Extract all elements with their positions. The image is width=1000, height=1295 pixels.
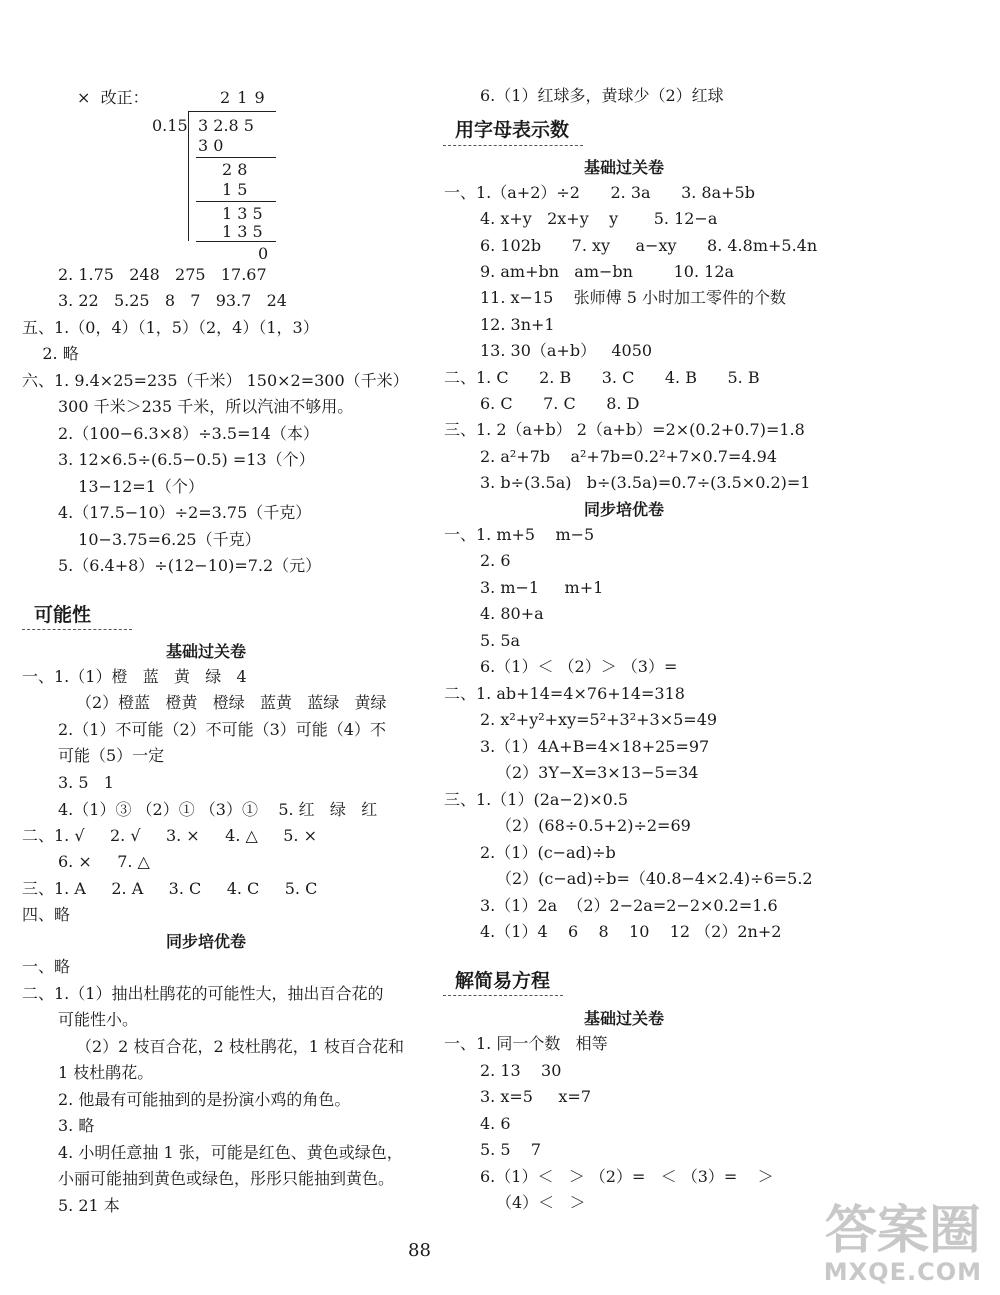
section-title: 可能性: [34, 604, 92, 626]
answer-line: 3. x=5 x=7: [480, 1087, 591, 1106]
answer-line: 3. 5 1: [58, 773, 114, 792]
answer-line: 2.（100−6.3×8）÷3.5=14（本）: [58, 424, 319, 443]
answer-line: 13. 30（a+b） 4050: [480, 341, 653, 360]
answer-line: 2.（1）不可能（2）不可能（3）可能（4）不: [58, 720, 386, 739]
answer-line: 6. 102b 7. xy a−xy 8. 4.8m+5.4n: [480, 236, 818, 255]
answer-line: 4.（17.5−10）÷2=3.75（千克）: [58, 503, 312, 522]
answer-line: 3.（1）4A+B=4×18+25=97: [480, 737, 710, 756]
section-rule: [443, 995, 563, 996]
division-step: 1 3 5: [222, 222, 263, 241]
answer-line: 二、1. √ 2. √ 3. × 4. △ 5. ×: [22, 826, 317, 845]
answer-line: 5. 5 7: [480, 1140, 542, 1159]
division-rule: [196, 201, 276, 202]
answer-line: 2. 他最有可能抽到的是扮演小鸡的角色。: [58, 1090, 351, 1109]
answer-line: 4.（1）③ （2）① （3）① 5. 红 绿 红: [58, 800, 378, 819]
answer-line: 2. 1.75 248 275 17.67: [58, 265, 267, 284]
subsection-title: 基础过关卷: [584, 1009, 665, 1028]
answer-line: 2. x²+y²+xy=5²+3²+3×5=49: [480, 710, 718, 729]
answer-line: 9. am+bn am−bn 10. 12a: [480, 262, 735, 281]
answer-line: 3. 12×6.5÷(6.5−0.5) =13（个）: [58, 450, 315, 469]
answer-line: 二、1. C 2. B 3. C 4. B 5. B: [444, 368, 760, 387]
watermark-url: MXQE.COM: [823, 1258, 982, 1286]
answer-line: 4. 80+a: [480, 604, 544, 623]
watermark-logo: [824, 1203, 982, 1285]
division-remainder: 0: [258, 244, 269, 263]
answer-line: 6.（1）＜ ＞ （2）= ＜ （3）= ＞: [480, 1167, 774, 1186]
answer-line: 3. 22 5.25 8 7 93.7 24: [58, 291, 287, 310]
answer-line: 一、1. 同一个数 相等: [444, 1034, 608, 1053]
answer-line: 6. C 7. C 8. D: [480, 394, 640, 413]
section-rule: [22, 629, 132, 630]
section-title: 解简易方程: [455, 970, 551, 992]
answer-line: 一、1. m+5 m−5: [444, 525, 595, 544]
page-number: 88: [408, 1240, 431, 1261]
answer-line: 3.（1）2a （2）2−2a=2−2×0.2=1.6: [480, 896, 778, 915]
division-rule: [196, 241, 276, 242]
division-bar: [188, 111, 276, 112]
answer-line: 5. 5a: [480, 631, 521, 650]
answer-line: 三、1. 2（a+b） 2（a+b）=2×(0.2+0.7)=1.8: [444, 420, 805, 439]
subsection-title: 同步培优卷: [166, 932, 247, 951]
correction-label: × 改正：: [77, 88, 149, 107]
division-dividend: 3 2.8 5: [198, 116, 254, 135]
answer-line: 2. 6: [480, 551, 511, 570]
division-quotient: 2 1 9: [220, 88, 266, 107]
answer-line: 2. 13 30: [480, 1061, 562, 1080]
answer-line: 5. 21 本: [58, 1196, 120, 1215]
answer-line: 五、1.（0，4）（1，5）（2，4）（1，3）: [22, 318, 319, 337]
answer-line: 13−12=1（个）: [68, 477, 204, 496]
section-title: 用字母表示数: [455, 119, 570, 141]
subsection-title: 同步培优卷: [584, 500, 665, 519]
division-step: 1 5: [222, 180, 248, 199]
answer-line: 2. a²+7b a²+7b=0.2²+7×0.7=4.94: [480, 447, 777, 466]
answer-line: 6.（1）＜ （2）＞ （3）=: [480, 657, 678, 676]
answer-line: 11. x−15 张师傅 5 小时加工零件的个数: [480, 288, 787, 307]
answer-line: 二、1.（1）抽出杜鹃花的可能性大，抽出百合花的: [22, 984, 384, 1003]
answer-line: 3. m−1 m+1: [480, 578, 604, 597]
subsection-title: 基础过关卷: [584, 158, 665, 177]
division-step: 2 8: [222, 160, 248, 179]
answer-line: 2. 略: [22, 344, 79, 363]
division-step: 1 3 5: [222, 204, 263, 223]
answer-line: 1 枝杜鹃花。: [58, 1063, 154, 1082]
answer-line: 4. 6: [480, 1114, 511, 1133]
watermark-title: 答案圈: [824, 1201, 981, 1261]
answer-line: （4）＜ ＞: [496, 1193, 586, 1212]
answer-line: 6. × 7. △: [58, 852, 150, 871]
answer-line: 六、1. 9.4×25=235（千米） 150×2=300（千米）: [22, 371, 409, 390]
answer-line: 4.（1）4 6 8 10 12 （2）2n+2: [480, 922, 782, 941]
answer-line: 12. 3n+1: [480, 315, 555, 334]
answer-line: 10−3.75=6.25（千克）: [68, 530, 261, 549]
answer-line: 6.（1）红球多，黄球少（2）红球: [480, 86, 724, 105]
answer-line: 三、1. A 2. A 3. C 4. C 5. C: [22, 879, 318, 898]
answer-line: 一、1.（a+2）÷2 2. 3a 3. 8a+5b: [444, 183, 755, 202]
answer-line: 5.（6.4+8）÷(12−10)=7.2（元）: [58, 556, 322, 575]
answer-line: 300 千米＞235 千米，所以汽油不够用。: [58, 397, 354, 416]
answer-line: （2）橙蓝 橙黄 橙绿 蓝黄 蓝绿 黄绿: [76, 693, 387, 712]
answer-line: （2）3Y−X=3×13−5=34: [496, 763, 699, 782]
division-rule: [196, 157, 276, 158]
subsection-title: 基础过关卷: [166, 642, 247, 661]
answer-line: 4. 小明任意抽 1 张，可能是红色、黄色或绿色，: [58, 1143, 403, 1162]
answer-line: 一、略: [22, 957, 71, 976]
answer-line: （2）(68÷0.5+2)÷2=69: [496, 816, 691, 835]
answer-line: （2）2 枝百合花，2 枝杜鹃花，1 枝百合花和: [76, 1037, 404, 1056]
answer-line: 3. 略: [58, 1116, 95, 1135]
answer-line: 四、略: [22, 905, 71, 924]
answer-line: 一、1.（1）橙 蓝 黄 绿 4: [22, 667, 247, 686]
section-rule: [443, 145, 583, 146]
answer-line: 可能性小。: [58, 1010, 139, 1029]
answer-line: 可能（5）一定: [58, 746, 165, 765]
division-divisor: 0.15: [152, 116, 188, 135]
division-step: 3 0: [198, 136, 224, 155]
answer-line: （2）(c−ad)÷b=（40.8−4×2.4)÷6=5.2: [496, 869, 813, 888]
answer-line: 小丽可能抽到黄色或绿色，彤彤只能抽到黄色。: [58, 1169, 395, 1188]
division-bracket: [188, 111, 189, 241]
answer-line: 4. x+y 2x+y y 5. 12−a: [480, 209, 718, 228]
answer-line: 三、1.（1）(2a−2)×0.5: [444, 790, 629, 809]
answer-line: 3. b÷(3.5a) b÷(3.5a)=0.7÷(3.5×0.2)=1: [480, 473, 811, 492]
answer-line: 2.（1）(c−ad)÷b: [480, 843, 616, 862]
answer-line: 二、1. ab+14=4×76+14=318: [444, 684, 685, 703]
